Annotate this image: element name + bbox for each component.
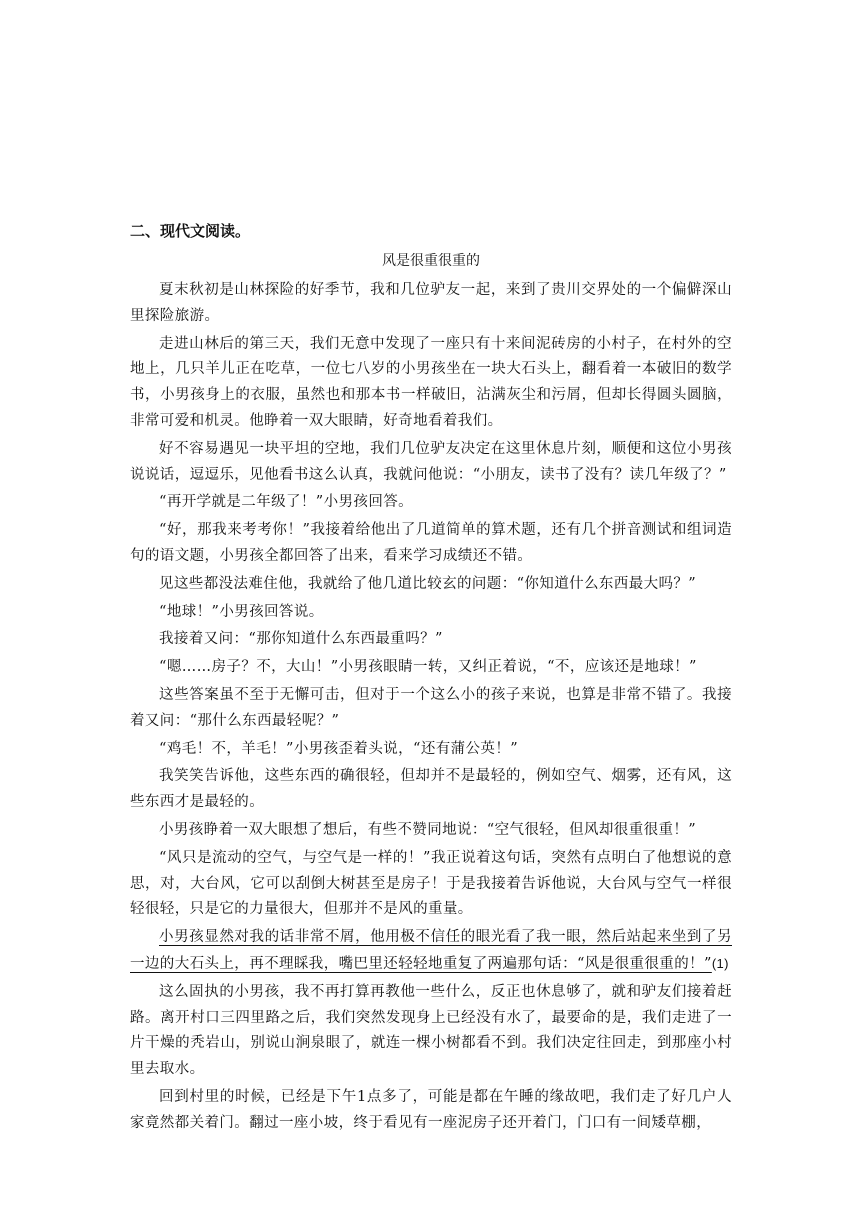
question-marker: (1) — [711, 955, 729, 971]
paragraph: 走进山林后的第三天，我们无意中发现了一座只有十来间泥砖房的小村子，在村外的空地上，几只羊儿正在吃草，一位七八岁的小男孩坐在一块大石头上，翻看着一本破旧的数学书，小男孩身上的衣服，虽然也和那本书一样破旧，沾满灰尘和污屑，但却长得圆头圆脑，非常可爱和机灵。他睁着一双大眼睛，好奇地看着我们。 — [130, 335, 732, 429]
paragraph: “风只是流动的空气，与空气是一样的！”我正说着这句话，突然有点明白了他想说的意思，对，大台风，它可以刮倒大树甚至是房子！于是我接着告诉他说，大台风与空气一样很轻很轻，只是它的力量很大，但那并不是风的重量。 — [130, 849, 732, 918]
paragraph: 好不容易遇见一块平坦的空地，我们几位驴友决定在这里休息片刻，顺便和这位小男孩说说话，逗逗乐，见他看书这么认真，我就问他说：“小朋友，读书了没有？读几年级了？” — [130, 440, 732, 483]
underlined-sentence: 小男孩显然对我的话非常不屑，他用极不信任的眼光看了我一眼，然后站起来坐到了另一边的大石头上，再不理睬我，嘴巴里还轻轻地重复了两遍那句话：“风是很重很重的！” — [130, 929, 732, 972]
article-title: 风是很重很重的 — [382, 253, 480, 269]
paragraph: 我接着又问：“那你知道什么东西最重吗？” — [159, 631, 443, 648]
paragraph: 回到村里的时候，已经是下午1点多了，可能是都在午睡的缘故吧，我们走了好几户人家竟然都关着门。翻过一座小坡，终于看见有一座泥房子还开着门，门口有一间矮草棚， — [130, 1088, 732, 1131]
paragraph: 夏末秋初是山林探险的好季节，我和几位驴友一起，来到了贵川交界处的一个偏僻深山里探险旅游。 — [130, 282, 732, 324]
paragraph: 见这些都没法难住他，我就给了他几道比较玄的问题：“你知道什么东西最大吗？” — [159, 575, 697, 592]
paragraph: 小男孩睁着一双大眼想了想后，有些不赞同地说：“空气很轻，但风却很重很重！” — [159, 821, 697, 838]
paragraph: 这些答案虽不至于无懈可击，但对于一个这么小的孩子来说，也算是非常不错了。我接着又问：“那什么东西最轻呢？” — [130, 686, 732, 729]
paragraph: “再开学就是二年级了！”小男孩回答。 — [159, 494, 414, 511]
paragraph: “鸡毛！不，羊毛！”小男孩歪着头说，“还有蒲公英！” — [159, 740, 519, 757]
paragraph: 我笑笑告诉他，这些东西的确很轻，但却并不是最轻的，例如空气、烟雾，还有风，这些东西才是最轻的。 — [130, 768, 732, 811]
underlined-paragraph — [130, 925, 732, 978]
paragraph: “地球！”小男孩回答说。 — [159, 603, 324, 620]
article-body — [130, 278, 732, 1137]
paragraph: “好，那我来考考你！”我接着给他出了几道简单的算术题，还有几个拼音测试和组词造句的语文题，小男孩全都回答了出来，看来学习成绩还不错。 — [130, 522, 732, 564]
document-page — [130, 218, 732, 1139]
paragraph: 这么固执的小男孩，我不再打算再教他一些什么，反正也休息够了，就和驴友们接着赶路。离开村口三四里路之后，我们突然发现身上已经没有水了，最要命的是，我们走进了一片干燥的秃岩山，别说山涧泉眼了，就连一棵小树都看不到。我们决定往回走，到那座小村里去取水。 — [130, 983, 732, 1078]
section-heading: 二、现代文阅读。 — [130, 222, 251, 240]
paragraph: “嗯……房子？不，大山！”小男孩眼睛一转，又纠正着说，“不，应该还是地球！” — [159, 659, 697, 676]
